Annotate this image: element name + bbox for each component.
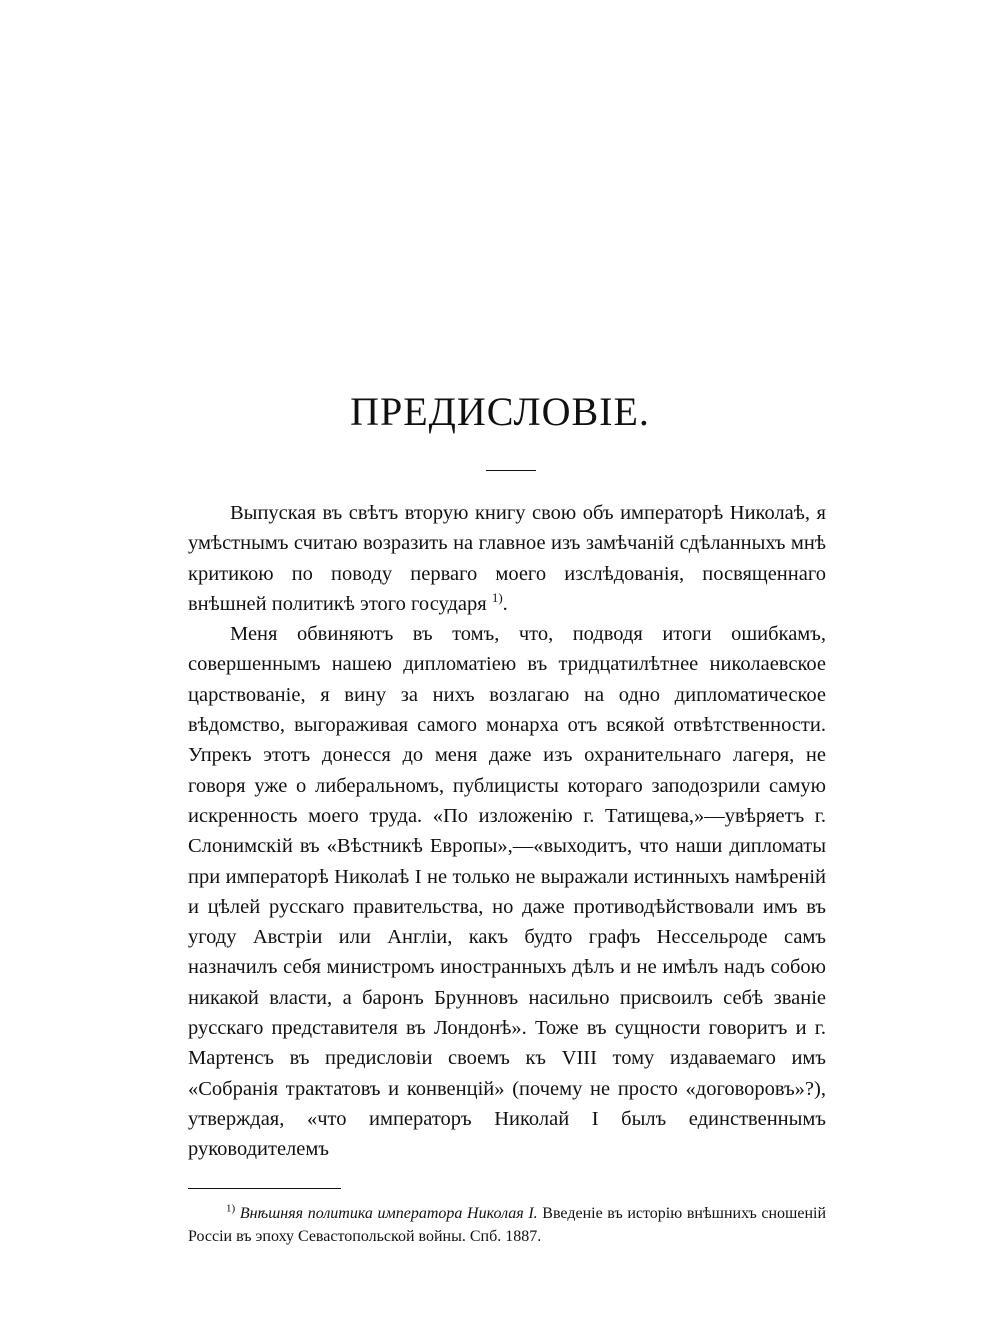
footnote-text: Введеніе въ исторію внѣшнихъ сношеній Россіи въ эпоху Севастопольской войны. Спб. 1887.	[188, 1205, 827, 1245]
paragraph-2	[188, 619, 826, 1164]
page-title: ПРЕДИСЛОВІЕ.	[350, 389, 650, 434]
footnote	[188, 1202, 826, 1248]
footnote-marker: 1)	[226, 1202, 236, 1215]
paragraph-1-ending: .	[502, 592, 508, 615]
footnote-divider	[188, 1188, 341, 1189]
title-divider	[486, 470, 536, 471]
body-text	[188, 498, 826, 1165]
footnote-reference-marker: 1)	[491, 590, 503, 606]
paragraph-1	[188, 498, 826, 619]
paragraph-1-text: Выпуская въ свѣтъ вторую книгу свою объ императорѣ Николаѣ, я умѣстнымъ считаю возразить на главное изъ замѣчаній сдѣланныхъ мнѣ критикою по поводу перваго моего изслѣдованія, посвященнаго внѣшней политикѣ этого государя	[188, 502, 826, 615]
footnote-cited-title: Внѣшняя политика императора Николая I.	[239, 1205, 538, 1222]
paragraph-2-text: Меня обвиняютъ въ томъ, что, подводя итоги ошибкамъ, совершеннымъ нашею дипломатіею въ тридцатилѣтнее николаевское царствованіе, я вину за нихъ возлагаю на одно дипломатическое вѣдомство, выгораживая самого монарха отъ всякой отвѣтственности. Упрекъ этотъ донесся до меня даже изъ охранительнаго лагеря, не говоря уже о либеральномъ, публицисты котораго заподозрили самую искренность моего труда. «По изложенію г. Татищева,»—увѣряетъ г. Слонимскій въ «Вѣстникѣ Европы»,—«выходитъ, что наши дипломаты при императорѣ Николаѣ I не только не выражали истинныхъ намѣреній и цѣлей русскаго правительства, но даже противодѣйствовали имъ въ угоду Австріи или Англіи, какъ будто графъ Нессельроде самъ назначилъ себя министромъ иностранныхъ дѣлъ и не имѣлъ надъ собою никакой власти, а баронъ Брунновъ насильно присвоилъ себѣ званіе русскаго представителя въ Лондонѣ». Тоже въ сущности говоритъ и г. Мартенсъ въ предисловіи своемъ къ VIII тому издаваемаго имъ «Собранія трактатовъ и конвенцій» (почему не просто «договоровъ»?), утверждая, «что императоръ Николай I былъ единственнымъ руководителемъ	[188, 623, 826, 1161]
